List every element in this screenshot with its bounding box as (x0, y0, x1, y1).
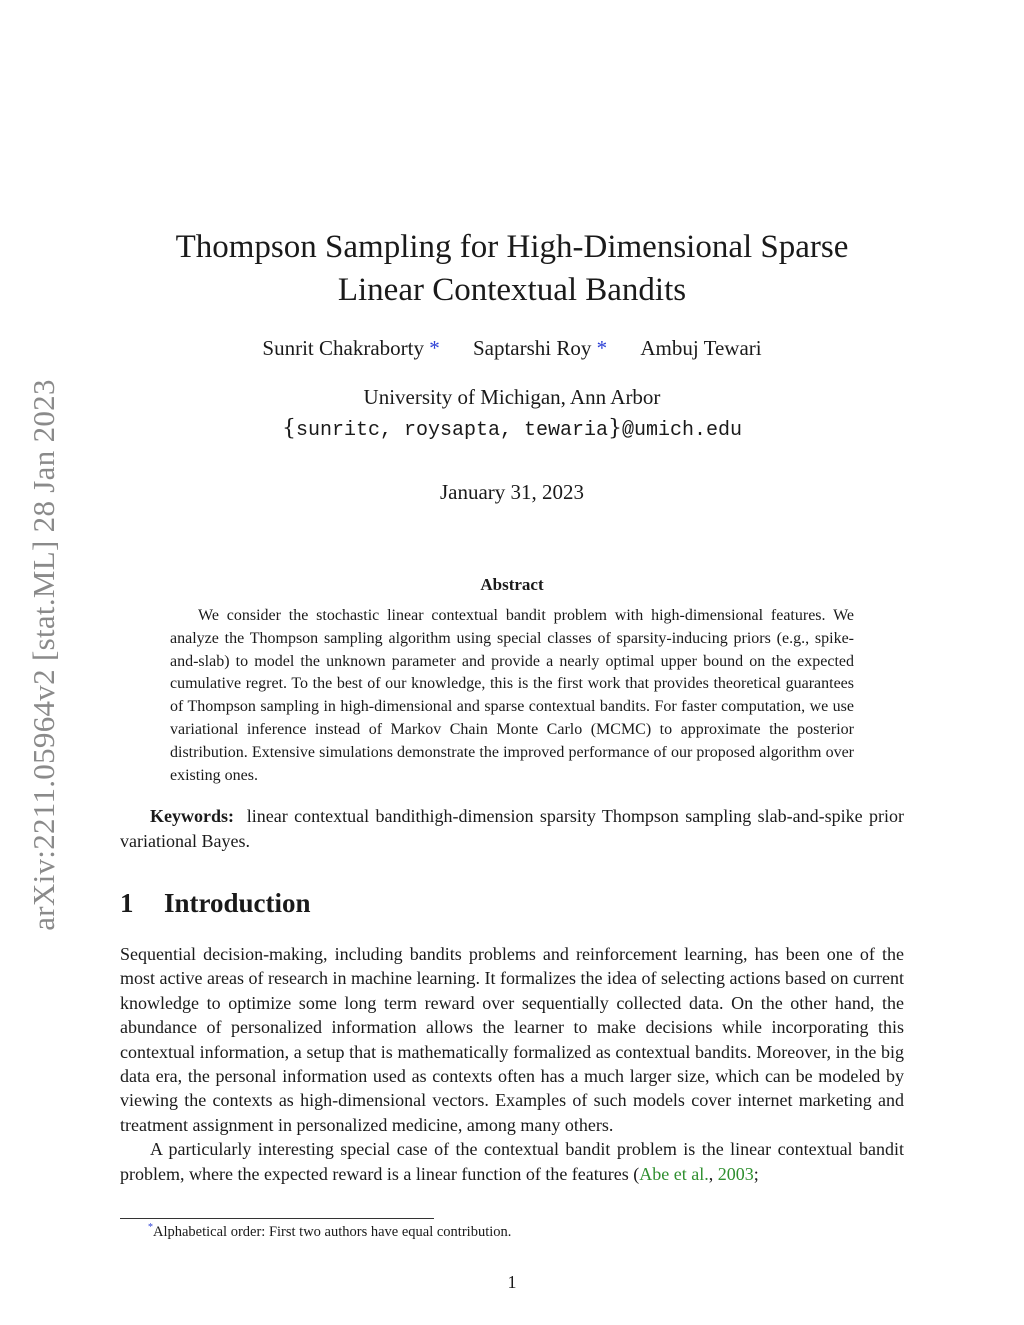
abstract-text: We consider the stochastic linear contextual bandit problem with high-dimensional features. We analyze the Thompson sampling algorithm using special classes of sparsity-inducing priors (e.g., spike-and-slab) to model the unknown parameter and provide a nearly optimal upper bound on the expected cumulative regret. To the best of our knowledge, this is the first work that provides theoretical guarantees of Thompson sampling in high-dimensional and sparse contextual bandits. For faster computation, we use variational inference instead of Markov Chain Monte Carlo (MCMC) to approximate the posterior distribution. Extensive simulations demonstrate the improved performance of our proposed algorithm over existing ones. (170, 607, 854, 784)
abstract-heading: Abstract (480, 575, 544, 594)
email-users: sunritc, roysapta, tewaria (295, 419, 609, 442)
section-number: 1 (120, 888, 134, 918)
footnote-text: Alphabetical order: First two authors have equal contribution. (153, 1223, 512, 1240)
intro-body (120, 942, 904, 1186)
paper-title (120, 226, 904, 312)
footnote-link[interactable]: * (596, 336, 608, 360)
citation-link-authors[interactable]: Abe et al. (639, 1163, 709, 1184)
author-list (120, 336, 904, 361)
footnote-rule (120, 1218, 434, 1219)
section-heading (120, 888, 311, 919)
intro-paragraph-2 (120, 1137, 904, 1186)
intro-paragraph-2-text: A particularly interesting special case of the contextual bandit problem is the linear contextual bandit problem, where the expected reward is a linear function of the features ( (120, 1139, 904, 1184)
arxiv-side-identifier: arXiv:2211.05964v2 [stat.ML] 28 Jan 2023 (26, 379, 61, 931)
footnote (148, 1222, 511, 1241)
citation-link-year[interactable]: 2003 (717, 1163, 754, 1184)
title-line-2: Linear Contextual Bandits (337, 272, 687, 308)
keywords-label: Keywords: (150, 806, 234, 826)
page-number: 1 (507, 1272, 517, 1292)
author-name: Sunrit Chakraborty (262, 336, 424, 360)
email-open-brace: { (281, 416, 296, 441)
footnote-mark: * (148, 1222, 153, 1233)
paper-date: January 31, 2023 (439, 480, 585, 504)
affiliation: University of Michigan, Ann Arbor (363, 385, 661, 409)
section-title: Introduction (164, 888, 311, 918)
keywords (120, 804, 904, 853)
author-2 (473, 336, 607, 360)
footnote-link[interactable]: * (429, 336, 440, 360)
title-line-1: Thompson Sampling for High-Dimensional Sparse (175, 229, 849, 265)
author-name: Saptarshi Roy (472, 336, 592, 360)
citation-tail: ; (753, 1163, 759, 1184)
author-3 (640, 336, 761, 360)
email-close-brace: } (608, 416, 623, 441)
author-name: Ambuj Tewari (640, 336, 762, 360)
author-emails (120, 416, 904, 442)
citation-separator: , (708, 1163, 718, 1184)
intro-paragraph-1: Sequential decision-making, including bandits problems and reinforcement learning, has been one of the most active areas of research in machine learning. It formalizes the idea of selecting actions based on current knowledge to optimize some long term reward over sequentially collected data. On the other hand, the abundance of personalized information allows the learner to make decisions while incorporating this contextual information, a setup that is mathematically formalized as contextual bandits. Moreover, in the big data era, the personal information used as contexts often has a much larger size, which can be modeled by viewing the contexts as high-dimensional vectors. Examples of such models cover internet marketing and treatment assignment in personalized medicine, among many others. (120, 944, 904, 1135)
keywords-text: linear contextual bandithigh-dimension sparsity Thompson sampling slab-and-spike prior variational Bayes. (120, 806, 904, 851)
email-domain: @umich.edu (622, 419, 743, 442)
author-1 (262, 336, 439, 360)
